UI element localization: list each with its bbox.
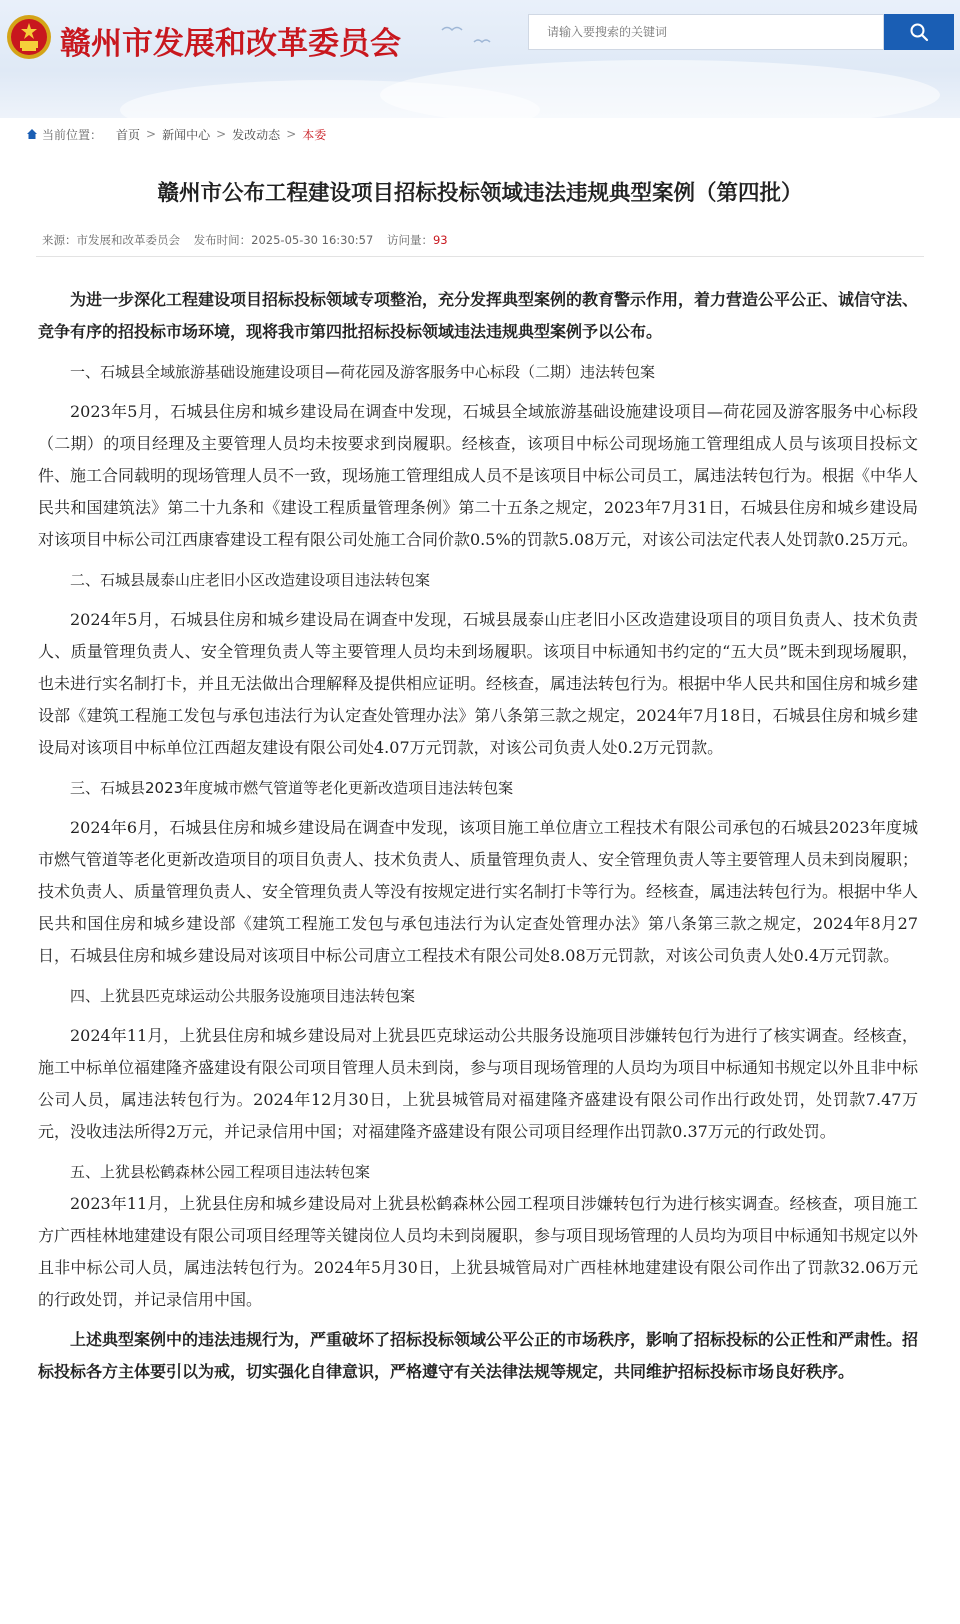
- breadcrumb-reform-news[interactable]: 发改动态: [232, 127, 281, 142]
- case-body: 2024年5月，石城县住房和城乡建设局在调查中发现，石城县晟泰山庄老旧小区改造建设项目的项目负责人、技术负责人、质量管理负责人、安全管理负责人等主要管理人员均未到场履职。该项目中标通知书约定的“五大员”既未到现场履职，也未进行实名制打卡，并且无法做出合理解释及提供相应证明。经核查，属违法转包行为。根据中华人民共和国住房和城乡建设部《建筑工程施工发包与承包违法行为认定查处管理办法》第八条第三款之规定，2024年7月18日，石城县住房和城乡建设局对该项目中标单位江西超友建设有限公司处4.07万元罚款，对该公司负责人处0.2万元罚款。: [38, 610, 919, 757]
- search-icon: [909, 22, 929, 42]
- article-publish-time: 发布时间：2025-05-30 16:30:57: [193, 233, 374, 247]
- intro-paragraph: 为进一步深化工程建设项目招标投标领域专项整治，充分发挥典型案例的教育警示作用，着力营造公平公正、诚信守法、竞争有序的招投标市场环境，现将我市第四批招标投标领域违法违规典型案例予以公布。: [38, 290, 919, 341]
- article-meta: [42, 232, 922, 248]
- case-body: 2024年6月，石城县住房和城乡建设局在调查中发现，该项目施工单位唐立工程技术有限公司承包的石城县2023年度城市燃气管道等老化更新改造项目的项目负责人、技术负责人、质量管理负责人、安全管理负责人等主要管理人员未到岗履职；技术负责人、质量管理负责人、安全管理负责人等没有按规定进行实名制打卡等行为。经核查，属违法转包行为。根据中华人民共和国住房和城乡建设部《建筑工程施工发包与承包违法行为认定查处管理办法》第八条第三款之规定，2024年8月27日，石城县住房和城乡建设局对该项目中标公司唐立工程技术有限公司处8.08万元罚款，对该公司负责人处0.4万元罚款。: [38, 818, 919, 965]
- case-heading: 五、上犹县松鹤森林公园工程项目违法转包案: [70, 1163, 371, 1181]
- site-header: [0, 0, 960, 118]
- article-title: 赣州市公布工程建设项目招标投标领域违法违规典型案例（第四批）: [157, 181, 803, 206]
- case-body: 2023年5月，石城县住房和城乡建设局在调查中发现，石城县全域旅游基础设施建设项目—荷花园及游客服务中心标段（二期）的项目经理及主要管理人员均未按要求到岗履职。经核查，该项目中标公司现场施工管理组成人员与该项目投标文件、施工合同载明的现场管理人员不一致，现场施工管理组成人员不是该项目中标公司员工，属违法转包行为。根据《中华人民共和国建筑法》第二十九条和《建设工程质量管理条例》第二十五条之规定，2023年7月31日，石城县住房和城乡建设局对该项目中标公司江西康睿建设工程有限公司处施工合同价款0.5%的罚款5.08万元，对该公司法定代表人处罚款0.25万元。: [38, 402, 919, 549]
- case-heading: 二、石城县晟泰山庄老旧小区改造建设项目违法转包案: [70, 571, 431, 589]
- conclusion-paragraph: 上述典型案例中的违法违规行为，严重破坏了招标投标领域公平公正的市场秩序，影响了招标投标的公正性和严肃性。招标投标各方主体要引以为戒，切实强化自律意识，严格遵守有关法律法规等规定，共同维护招标投标市场良好秩序。: [38, 1330, 919, 1381]
- breadcrumb-home[interactable]: 首页: [116, 127, 141, 142]
- chevron-right-icon: >: [146, 127, 157, 141]
- search-button[interactable]: [884, 14, 954, 50]
- views-count: 93: [432, 233, 448, 247]
- breadcrumb: [20, 119, 925, 149]
- national-emblem-icon: [6, 14, 52, 60]
- site-title[interactable]: 赣州市发展和改革委员会: [60, 26, 401, 62]
- case-body: 2024年11月，上犹县住房和城乡建设局对上犹县匹克球运动公共服务设施项目涉嫌转包行为进行了核实调查。经核查，施工中标单位福建隆齐盛建设有限公司项目管理人员未到岗，参与项目现场管理的人员均为项目中标通知书规定以外且非中标公司人员，属违法转包行为。2024年12月30日，上犹县城管局对福建隆齐盛建设有限公司作出行政处罚，处罚款7.47万元，没收违法所得2万元，并记录信用中国；对福建隆齐盛建设有限公司项目经理作出罚款0.37万元的行政处罚。: [38, 1026, 919, 1141]
- views-label: 访问量：: [386, 233, 433, 247]
- breadcrumb-label: 当前位置：: [42, 127, 103, 142]
- chevron-right-icon: >: [286, 127, 297, 141]
- breadcrumb-current[interactable]: 本委: [302, 127, 327, 142]
- case-body: 2023年11月，上犹县住房和城乡建设局对上犹县松鹤森林公园工程项目涉嫌转包行为进行核实调查。经核查，项目施工方广西桂林地建建设有限公司项目经理等关键岗位人员均未到岗履职，参与项目现场管理的人员均为项目中标通知书规定以外且非中标公司人员，属违法转包行为。2024年5月30日，上犹县城管局对广西桂林地建建设有限公司作出了罚款32.06万元的行政处罚，并记录信用中国。: [38, 1194, 919, 1309]
- home-icon: [26, 128, 38, 140]
- search-input[interactable]: [528, 14, 884, 50]
- article-source: 来源：市发展和改革委员会: [42, 233, 180, 247]
- case-heading: 四、上犹县匹克球运动公共服务设施项目违法转包案: [70, 987, 416, 1005]
- chevron-right-icon: >: [216, 127, 227, 141]
- breadcrumb-news-center[interactable]: 新闻中心: [162, 127, 211, 142]
- divider: [36, 256, 924, 257]
- case-heading: 一、石城县全域旅游基础设施建设项目—荷花园及游客服务中心标段（二期）违法转包案: [70, 363, 656, 381]
- case-heading: 三、石城县2023年度城市燃气管道等老化更新改造项目违法转包案: [70, 779, 514, 797]
- birds-decoration-icon: [440, 20, 500, 50]
- article-body: [38, 284, 918, 1388]
